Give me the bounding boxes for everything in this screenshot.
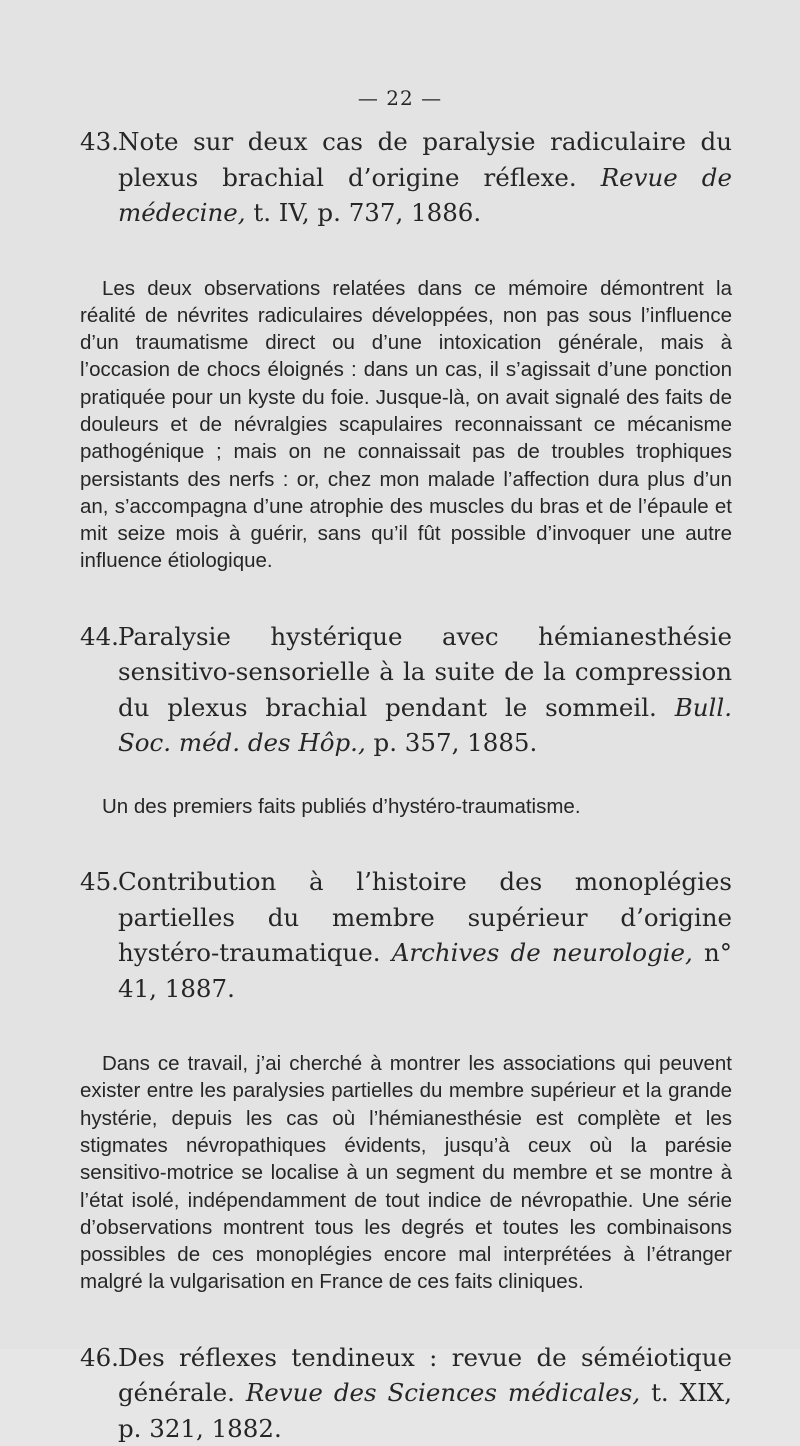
- entry-reference: n° 41, 1887.: [118, 938, 733, 1003]
- page-number: — 22 —: [357, 86, 443, 110]
- entry-summary: Les deux observations relatées dans ce mémoire démontrent la réalité de névrites radiculaires développées, non pas sous l’influence d’un traumatisme direct ou d’une intoxication générale, mais à l’occasion de chocs éloignés : dans un cas, il s’agissait d’une ponction pratiquée pour un kyste du foie. Jusque-là, on avait signalé des faits de douleurs et de névralgies scapulaires reconnaissant ce mécanisme pathogénique ; mais on ne connaissait pas de troubles trophiques persistants des nerfs : or, chez mon malade l’affection dura plus d’un an, s’accompagna d’une atrophie des muscles du bras et de l’épaule et mit seize mois à guérir, sans qu’il fût possible d’invoquer une autre influence étiologique.: [80, 276, 732, 573]
- bibliography-entry-45: [80, 864, 732, 1296]
- entry-number: 46.: [80, 1342, 119, 1372]
- entry-heading: [80, 864, 733, 1006]
- entry-heading: [80, 124, 732, 231]
- entry-summary: Un des premiers faits publiés d’hystéro-traumatisme.: [102, 794, 581, 818]
- entry-title: Des réflexes tendineux : revue de séméiotique générale.: [118, 1342, 732, 1408]
- entry-title: Note sur deux cas de paralysie radiculaire du plexus brachial d’origine réflexe.: [118, 127, 732, 192]
- entry-source: Archives de neurologie,: [391, 938, 693, 968]
- entry-source: Revue de médecine,: [118, 162, 732, 227]
- entry-heading: [80, 1340, 732, 1446]
- entry-reference: t. XIX, p. 321, 1882.: [118, 1378, 732, 1443]
- bibliography-entry-43: [80, 124, 732, 575]
- entry-summary: Dans ce travail, j’ai cherché à montrer les associations qui peuvent exister entre les paralysies partielles du membre supérieur et la grande hystérie, depuis les cas où l’hémianesthésie est complète et les stigmates névropathiques évidents, jusqu’à ceux où la parésie sensitivo-motrice se localise à un segment du membre et se montre à l’état isolé, indépendamment de tout indice de névropathie. Une série d’observations montrent tous les degrés et toutes les combinaisons possibles de ces monoplégies encore mal interprétées à l’étranger malgré la vulgarisation en France de ces faits cliniques.: [80, 1052, 732, 1294]
- bibliography-entry-46: [80, 1340, 732, 1446]
- entry-number: 44.: [80, 621, 119, 651]
- entry-reference: p. 357, 1885.: [373, 728, 538, 758]
- entry-heading: [80, 619, 733, 761]
- entry-title: Contribution à l’histoire des monoplégies partielles du membre supérieur d’origine hystéro-traumatique.: [118, 867, 732, 968]
- entry-source: Bull. Soc. méd. des Hôp.,: [118, 692, 733, 758]
- entry-title: Paralysie hystérique avec hémianesthésie sensitivo-sensorielle à la suite de la compression du plexus brachial pendant le sommeil.: [118, 621, 732, 722]
- entry-number: 43.: [80, 127, 119, 156]
- entry-reference: t. IV, p. 737, 1886.: [253, 198, 482, 227]
- page-content: [80, 124, 732, 1446]
- entry-source: Revue des Sciences médicales,: [245, 1378, 641, 1408]
- entry-number: 45.: [80, 867, 119, 897]
- bibliography-entry-44: [80, 619, 732, 820]
